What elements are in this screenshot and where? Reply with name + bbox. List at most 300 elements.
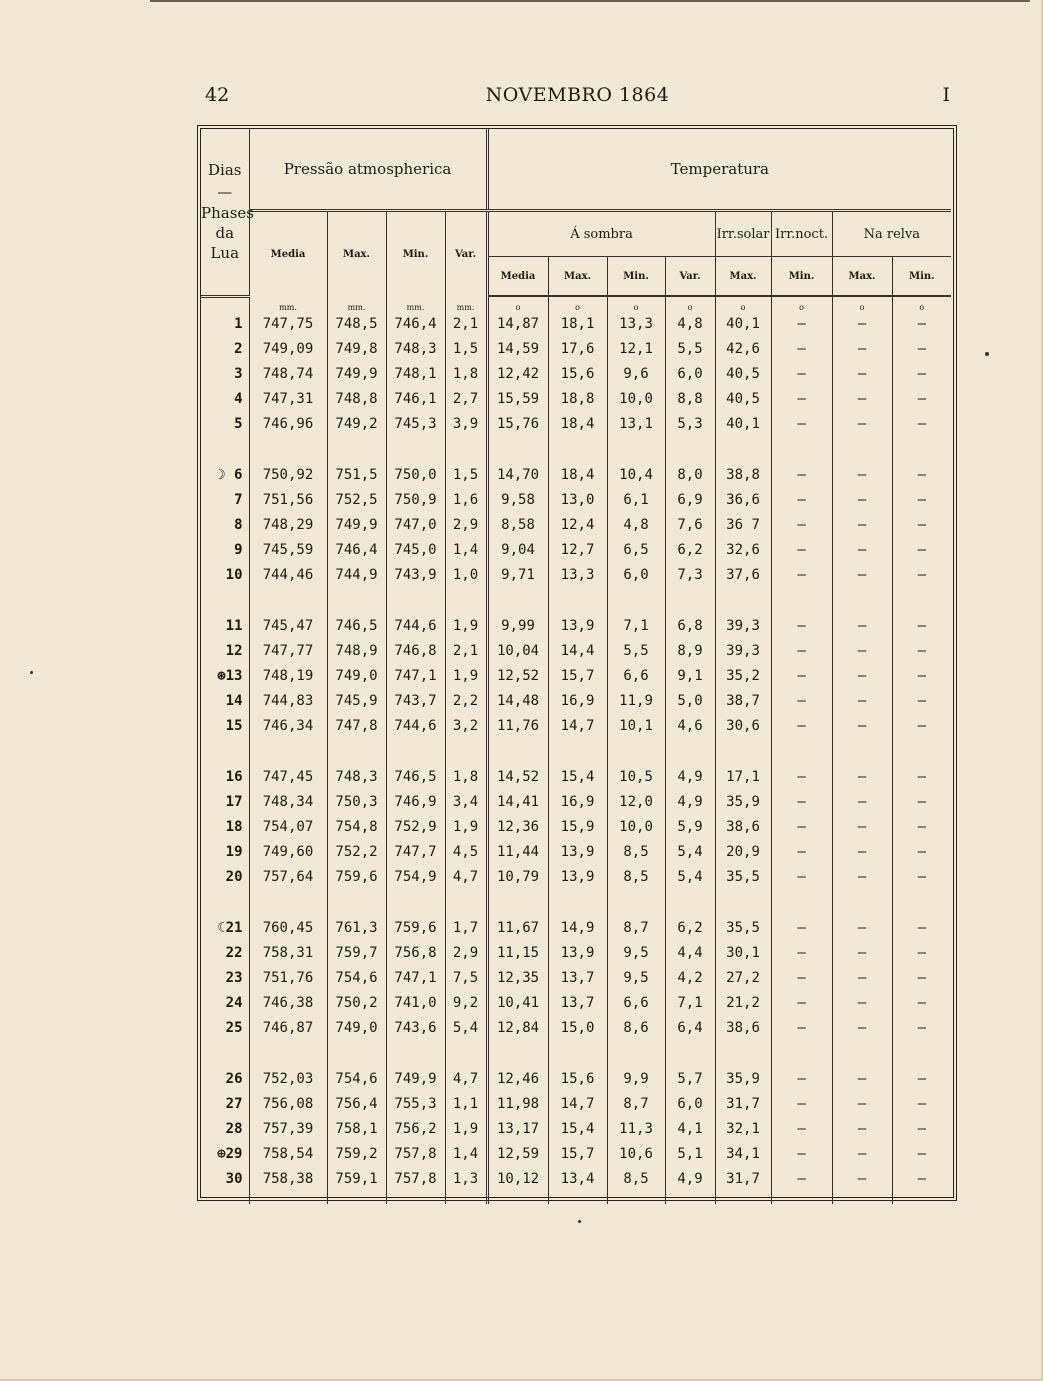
value-cell: 3,2 bbox=[445, 714, 487, 739]
value-cell: 754,9 bbox=[386, 865, 445, 890]
value-cell: — bbox=[892, 563, 951, 588]
value-cell: 9,99 bbox=[487, 614, 548, 639]
value-cell: — bbox=[771, 362, 832, 387]
value-cell: 758,31 bbox=[249, 941, 327, 966]
value-cell: 8,6 bbox=[607, 1016, 665, 1041]
value-cell: 747,1 bbox=[386, 966, 445, 991]
value-cell: — bbox=[771, 1016, 832, 1041]
value-cell: 757,8 bbox=[386, 1142, 445, 1167]
value-cell: 2,1 bbox=[445, 639, 487, 664]
unit-label: o bbox=[665, 296, 715, 312]
value-cell: — bbox=[832, 1067, 892, 1092]
value-cell: — bbox=[771, 337, 832, 362]
value-cell: 746,38 bbox=[249, 991, 327, 1016]
value-cell: 756,2 bbox=[386, 1117, 445, 1142]
pressao-media-header: Media bbox=[249, 211, 327, 297]
value-cell: 8,7 bbox=[607, 1092, 665, 1117]
sombra-header: Á sombra bbox=[487, 211, 715, 257]
table-row bbox=[201, 1016, 951, 1041]
value-cell: 746,96 bbox=[249, 412, 327, 437]
value-cell: 6,4 bbox=[665, 1016, 715, 1041]
value-cell: — bbox=[832, 1117, 892, 1142]
value-cell: — bbox=[832, 488, 892, 513]
na-relva-header: Na relva bbox=[832, 211, 951, 257]
value-cell: 743,6 bbox=[386, 1016, 445, 1041]
value-cell: 17,1 bbox=[715, 765, 771, 790]
value-cell: — bbox=[892, 1142, 951, 1167]
value-cell: 8,7 bbox=[607, 916, 665, 941]
value-cell: 759,6 bbox=[327, 865, 386, 890]
value-cell: — bbox=[832, 312, 892, 337]
value-cell: 746,8 bbox=[386, 639, 445, 664]
value-cell: — bbox=[892, 1092, 951, 1117]
value-cell: 40,1 bbox=[715, 312, 771, 337]
irr-noct-header: Irr.noct. bbox=[771, 211, 832, 257]
day-cell: 4 bbox=[234, 391, 243, 407]
page-title: NOVEMBRO 1864 bbox=[485, 84, 670, 106]
table-row bbox=[201, 790, 951, 815]
value-cell: 4,7 bbox=[445, 1067, 487, 1092]
unit-label: o bbox=[771, 296, 832, 312]
value-cell: 8,5 bbox=[607, 865, 665, 890]
value-cell: 14,59 bbox=[487, 337, 548, 362]
value-cell: 15,6 bbox=[548, 362, 607, 387]
value-cell: 15,9 bbox=[548, 815, 607, 840]
day-cell: 15 bbox=[225, 718, 243, 734]
table-row bbox=[201, 991, 951, 1016]
value-cell: 18,8 bbox=[548, 387, 607, 412]
value-cell: — bbox=[771, 1067, 832, 1092]
value-cell: 10,41 bbox=[487, 991, 548, 1016]
value-cell: 751,56 bbox=[249, 488, 327, 513]
day-cell: 23 bbox=[225, 970, 243, 986]
value-cell: 749,0 bbox=[327, 1016, 386, 1041]
day-cell: 16 bbox=[225, 769, 243, 785]
value-cell: 4,8 bbox=[665, 312, 715, 337]
value-cell: 743,9 bbox=[386, 563, 445, 588]
value-cell: 13,9 bbox=[548, 614, 607, 639]
table-body bbox=[201, 296, 951, 1204]
day-cell: 10 bbox=[225, 567, 243, 583]
value-cell: 13,9 bbox=[548, 865, 607, 890]
table-row bbox=[201, 362, 951, 387]
value-cell: — bbox=[892, 865, 951, 890]
value-cell: 4,7 bbox=[445, 865, 487, 890]
day-cell: 8 bbox=[234, 517, 243, 533]
value-cell: 748,1 bbox=[386, 362, 445, 387]
day-cell: 28 bbox=[225, 1121, 243, 1137]
value-cell: 7,1 bbox=[607, 614, 665, 639]
value-cell: 748,29 bbox=[249, 513, 327, 538]
day-cell: ☾21 bbox=[217, 920, 243, 936]
value-cell: 32,1 bbox=[715, 1117, 771, 1142]
value-cell: 746,87 bbox=[249, 1016, 327, 1041]
value-cell: — bbox=[771, 513, 832, 538]
value-cell: 15,7 bbox=[548, 664, 607, 689]
value-cell: 741,0 bbox=[386, 991, 445, 1016]
table-row bbox=[201, 1167, 951, 1192]
value-cell: 745,3 bbox=[386, 412, 445, 437]
value-cell: 747,1 bbox=[386, 664, 445, 689]
value-cell: 746,5 bbox=[386, 765, 445, 790]
value-cell: — bbox=[771, 1092, 832, 1117]
value-cell: 11,76 bbox=[487, 714, 548, 739]
value-cell: 31,7 bbox=[715, 1167, 771, 1192]
value-cell: 4,8 bbox=[607, 513, 665, 538]
table-row bbox=[201, 966, 951, 991]
value-cell: 1,6 bbox=[445, 488, 487, 513]
value-cell: 3,9 bbox=[445, 412, 487, 437]
value-cell: 17,6 bbox=[548, 337, 607, 362]
pressao-var-header: Var. bbox=[445, 211, 487, 297]
value-cell: — bbox=[832, 689, 892, 714]
sombra-min-header: Min. bbox=[607, 257, 665, 297]
value-cell: 12,4 bbox=[548, 513, 607, 538]
day-cell: 3 bbox=[234, 366, 243, 382]
value-cell: 749,8 bbox=[327, 337, 386, 362]
value-cell: 748,3 bbox=[327, 765, 386, 790]
value-cell: 10,04 bbox=[487, 639, 548, 664]
value-cell: 4,5 bbox=[445, 840, 487, 865]
value-cell: — bbox=[771, 488, 832, 513]
value-cell: 752,9 bbox=[386, 815, 445, 840]
value-cell: — bbox=[771, 1117, 832, 1142]
value-cell: 745,59 bbox=[249, 538, 327, 563]
value-cell: — bbox=[771, 639, 832, 664]
value-cell: 10,0 bbox=[607, 387, 665, 412]
value-cell: 750,9 bbox=[386, 488, 445, 513]
value-cell: 750,92 bbox=[249, 463, 327, 488]
value-cell: — bbox=[771, 614, 832, 639]
value-cell: 40,5 bbox=[715, 362, 771, 387]
value-cell: 754,6 bbox=[327, 1067, 386, 1092]
table-row bbox=[201, 412, 951, 437]
value-cell: 5,4 bbox=[665, 865, 715, 890]
table-row bbox=[201, 1067, 951, 1092]
value-cell: 37,6 bbox=[715, 563, 771, 588]
value-cell: 6,8 bbox=[665, 614, 715, 639]
value-cell: 9,9 bbox=[607, 1067, 665, 1092]
value-cell: — bbox=[892, 488, 951, 513]
value-cell: 754,6 bbox=[327, 966, 386, 991]
value-cell: 5,4 bbox=[445, 1016, 487, 1041]
day-cell: 19 bbox=[225, 844, 243, 860]
value-cell: 14,52 bbox=[487, 765, 548, 790]
unit-label: mm. bbox=[327, 296, 386, 312]
value-cell: 2,9 bbox=[445, 941, 487, 966]
value-cell: 13,1 bbox=[607, 412, 665, 437]
value-cell: 754,8 bbox=[327, 815, 386, 840]
value-cell: 40,5 bbox=[715, 387, 771, 412]
unit-label: o bbox=[892, 296, 951, 312]
unit-label: o bbox=[487, 296, 548, 312]
value-cell: — bbox=[771, 765, 832, 790]
group-spacer bbox=[201, 437, 951, 463]
table-row bbox=[201, 337, 951, 362]
value-cell: 34,1 bbox=[715, 1142, 771, 1167]
group-spacer bbox=[201, 1041, 951, 1067]
value-cell: 746,34 bbox=[249, 714, 327, 739]
value-cell: 9,6 bbox=[607, 362, 665, 387]
day-cell: 25 bbox=[225, 1020, 243, 1036]
day-cell: 5 bbox=[234, 416, 243, 432]
value-cell: 14,70 bbox=[487, 463, 548, 488]
value-cell: — bbox=[892, 966, 951, 991]
value-cell: — bbox=[832, 412, 892, 437]
value-cell: — bbox=[892, 815, 951, 840]
value-cell: — bbox=[771, 538, 832, 563]
value-cell: — bbox=[892, 463, 951, 488]
unit-label: o bbox=[607, 296, 665, 312]
value-cell: 747,8 bbox=[327, 714, 386, 739]
value-cell: 7,5 bbox=[445, 966, 487, 991]
value-cell: 746,5 bbox=[327, 614, 386, 639]
value-cell: — bbox=[892, 538, 951, 563]
value-cell: 7,3 bbox=[665, 563, 715, 588]
value-cell: 15,7 bbox=[548, 1142, 607, 1167]
group-spacer bbox=[201, 739, 951, 765]
value-cell: 758,1 bbox=[327, 1117, 386, 1142]
value-cell: — bbox=[832, 614, 892, 639]
value-cell: — bbox=[892, 337, 951, 362]
value-cell: 10,1 bbox=[607, 714, 665, 739]
value-cell: 751,5 bbox=[327, 463, 386, 488]
value-cell: 12,36 bbox=[487, 815, 548, 840]
value-cell: 746,1 bbox=[386, 387, 445, 412]
value-cell: 748,19 bbox=[249, 664, 327, 689]
value-cell: 3,4 bbox=[445, 790, 487, 815]
table-row bbox=[201, 714, 951, 739]
value-cell: 35,2 bbox=[715, 664, 771, 689]
value-cell: — bbox=[832, 337, 892, 362]
value-cell: 15,6 bbox=[548, 1067, 607, 1092]
value-cell: 11,98 bbox=[487, 1092, 548, 1117]
value-cell: 11,15 bbox=[487, 941, 548, 966]
value-cell: 11,44 bbox=[487, 840, 548, 865]
value-cell: 1,4 bbox=[445, 538, 487, 563]
value-cell: — bbox=[892, 639, 951, 664]
value-cell: 8,5 bbox=[607, 840, 665, 865]
value-cell: — bbox=[832, 790, 892, 815]
unit-label: mm. bbox=[445, 296, 487, 312]
irr-solar-header: Irr.solar bbox=[715, 211, 771, 257]
value-cell: — bbox=[771, 916, 832, 941]
value-cell: — bbox=[771, 840, 832, 865]
value-cell: 744,83 bbox=[249, 689, 327, 714]
value-cell: — bbox=[832, 362, 892, 387]
table-row bbox=[201, 689, 951, 714]
value-cell: — bbox=[832, 1142, 892, 1167]
value-cell: 14,7 bbox=[548, 714, 607, 739]
value-cell: — bbox=[892, 765, 951, 790]
value-cell: 756,8 bbox=[386, 941, 445, 966]
value-cell: 749,09 bbox=[249, 337, 327, 362]
day-cell: 12 bbox=[225, 643, 243, 659]
value-cell: 5,3 bbox=[665, 412, 715, 437]
value-cell: 5,5 bbox=[665, 337, 715, 362]
value-cell: — bbox=[892, 790, 951, 815]
value-cell: — bbox=[771, 387, 832, 412]
dias-header: Dias — Phases da Lua bbox=[201, 129, 249, 296]
value-cell: — bbox=[832, 387, 892, 412]
value-cell: — bbox=[832, 563, 892, 588]
day-cell: ☽ 6 bbox=[217, 467, 243, 483]
value-cell: 761,3 bbox=[327, 916, 386, 941]
value-cell: 757,64 bbox=[249, 865, 327, 890]
value-cell: — bbox=[832, 714, 892, 739]
value-cell: 36,6 bbox=[715, 488, 771, 513]
value-cell: 1,4 bbox=[445, 1142, 487, 1167]
value-cell: 42,6 bbox=[715, 337, 771, 362]
value-cell: 11,9 bbox=[607, 689, 665, 714]
value-cell: 754,07 bbox=[249, 815, 327, 840]
value-cell: 750,3 bbox=[327, 790, 386, 815]
value-cell: 31,7 bbox=[715, 1092, 771, 1117]
value-cell: 749,9 bbox=[327, 362, 386, 387]
unit-label: o bbox=[715, 296, 771, 312]
value-cell: 12,46 bbox=[487, 1067, 548, 1092]
value-cell: — bbox=[892, 387, 951, 412]
value-cell: 27,2 bbox=[715, 966, 771, 991]
table-row bbox=[201, 765, 951, 790]
value-cell: 10,5 bbox=[607, 765, 665, 790]
value-cell: — bbox=[832, 639, 892, 664]
value-cell: 14,4 bbox=[548, 639, 607, 664]
value-cell: 14,7 bbox=[548, 1092, 607, 1117]
unit-label: o bbox=[548, 296, 607, 312]
value-cell: 749,0 bbox=[327, 664, 386, 689]
value-cell: — bbox=[771, 714, 832, 739]
value-cell: 18,1 bbox=[548, 312, 607, 337]
value-cell: 746,4 bbox=[327, 538, 386, 563]
value-cell: 1,8 bbox=[445, 765, 487, 790]
value-cell: 9,1 bbox=[665, 664, 715, 689]
value-cell: 1,1 bbox=[445, 1092, 487, 1117]
temperatura-header: Temperatura bbox=[487, 129, 951, 211]
value-cell: 39,3 bbox=[715, 614, 771, 639]
value-cell: — bbox=[832, 815, 892, 840]
pressao-header: Pressão atmospherica bbox=[249, 129, 487, 211]
value-cell: 12,7 bbox=[548, 538, 607, 563]
value-cell: 38,6 bbox=[715, 815, 771, 840]
value-cell: 5,4 bbox=[665, 840, 715, 865]
value-cell: 12,52 bbox=[487, 664, 548, 689]
value-cell: 38,7 bbox=[715, 689, 771, 714]
value-cell: 16,9 bbox=[548, 790, 607, 815]
value-cell: — bbox=[892, 714, 951, 739]
value-cell: — bbox=[832, 463, 892, 488]
value-cell: 747,7 bbox=[386, 840, 445, 865]
value-cell: 6,0 bbox=[665, 1092, 715, 1117]
value-cell: — bbox=[771, 991, 832, 1016]
day-cell: 9 bbox=[234, 542, 243, 558]
value-cell: 6,0 bbox=[665, 362, 715, 387]
value-cell: 35,5 bbox=[715, 916, 771, 941]
value-cell: 8,58 bbox=[487, 513, 548, 538]
pressao-max-header: Max. bbox=[327, 211, 386, 297]
value-cell: 745,47 bbox=[249, 614, 327, 639]
value-cell: 755,3 bbox=[386, 1092, 445, 1117]
value-cell: 5,9 bbox=[665, 815, 715, 840]
day-cell: ⊕29 bbox=[217, 1146, 243, 1162]
value-cell: 5,7 bbox=[665, 1067, 715, 1092]
irr-solar-max-header: Max. bbox=[715, 257, 771, 297]
value-cell: 747,31 bbox=[249, 387, 327, 412]
value-cell: 35,9 bbox=[715, 790, 771, 815]
value-cell: — bbox=[771, 412, 832, 437]
top-rule bbox=[150, 0, 1030, 2]
value-cell: 12,35 bbox=[487, 966, 548, 991]
irr-noct-min-header: Min. bbox=[771, 257, 832, 297]
value-cell: 13,7 bbox=[548, 966, 607, 991]
day-cell: 24 bbox=[225, 995, 243, 1011]
value-cell: 12,84 bbox=[487, 1016, 548, 1041]
table-row bbox=[201, 387, 951, 412]
page-number: 42 bbox=[205, 84, 230, 106]
ink-speck bbox=[985, 352, 989, 356]
pressao-min-header: Min. bbox=[386, 211, 445, 297]
value-cell: 757,39 bbox=[249, 1117, 327, 1142]
day-cell: 22 bbox=[225, 945, 243, 961]
value-cell: 14,48 bbox=[487, 689, 548, 714]
value-cell: — bbox=[892, 664, 951, 689]
value-cell: 759,7 bbox=[327, 941, 386, 966]
value-cell: 748,74 bbox=[249, 362, 327, 387]
page-header bbox=[205, 84, 950, 108]
value-cell: 4,9 bbox=[665, 790, 715, 815]
table-row bbox=[201, 1092, 951, 1117]
value-cell: 4,9 bbox=[665, 1167, 715, 1192]
value-cell: 7,1 bbox=[665, 991, 715, 1016]
value-cell: 11,67 bbox=[487, 916, 548, 941]
value-cell: 4,6 bbox=[665, 714, 715, 739]
value-cell: 6,2 bbox=[665, 538, 715, 563]
day-cell: 7 bbox=[234, 492, 243, 508]
value-cell: 30,1 bbox=[715, 941, 771, 966]
value-cell: 15,0 bbox=[548, 1016, 607, 1041]
value-cell: 13,7 bbox=[548, 991, 607, 1016]
value-cell: 12,42 bbox=[487, 362, 548, 387]
value-cell: 5,5 bbox=[607, 639, 665, 664]
unit-label: mm. bbox=[386, 296, 445, 312]
value-cell: 1,5 bbox=[445, 463, 487, 488]
value-cell: 746,9 bbox=[386, 790, 445, 815]
value-cell: 749,9 bbox=[327, 513, 386, 538]
value-cell: 12,59 bbox=[487, 1142, 548, 1167]
table-row bbox=[201, 639, 951, 664]
value-cell: — bbox=[892, 1016, 951, 1041]
table-row bbox=[201, 1142, 951, 1167]
value-cell: 38,8 bbox=[715, 463, 771, 488]
value-cell: 4,2 bbox=[665, 966, 715, 991]
value-cell: 4,4 bbox=[665, 941, 715, 966]
value-cell: 748,8 bbox=[327, 387, 386, 412]
signature-mark: I bbox=[942, 84, 950, 106]
value-cell: — bbox=[892, 916, 951, 941]
value-cell: 36 7 bbox=[715, 513, 771, 538]
value-cell: 9,71 bbox=[487, 563, 548, 588]
table-row bbox=[201, 840, 951, 865]
value-cell: 6,9 bbox=[665, 488, 715, 513]
day-cell: 26 bbox=[225, 1071, 243, 1087]
value-cell: 744,6 bbox=[386, 714, 445, 739]
value-cell: 749,60 bbox=[249, 840, 327, 865]
value-cell: — bbox=[771, 790, 832, 815]
table-row bbox=[201, 563, 951, 588]
value-cell: — bbox=[832, 840, 892, 865]
value-cell: 748,5 bbox=[327, 312, 386, 337]
value-cell: 6,0 bbox=[607, 563, 665, 588]
